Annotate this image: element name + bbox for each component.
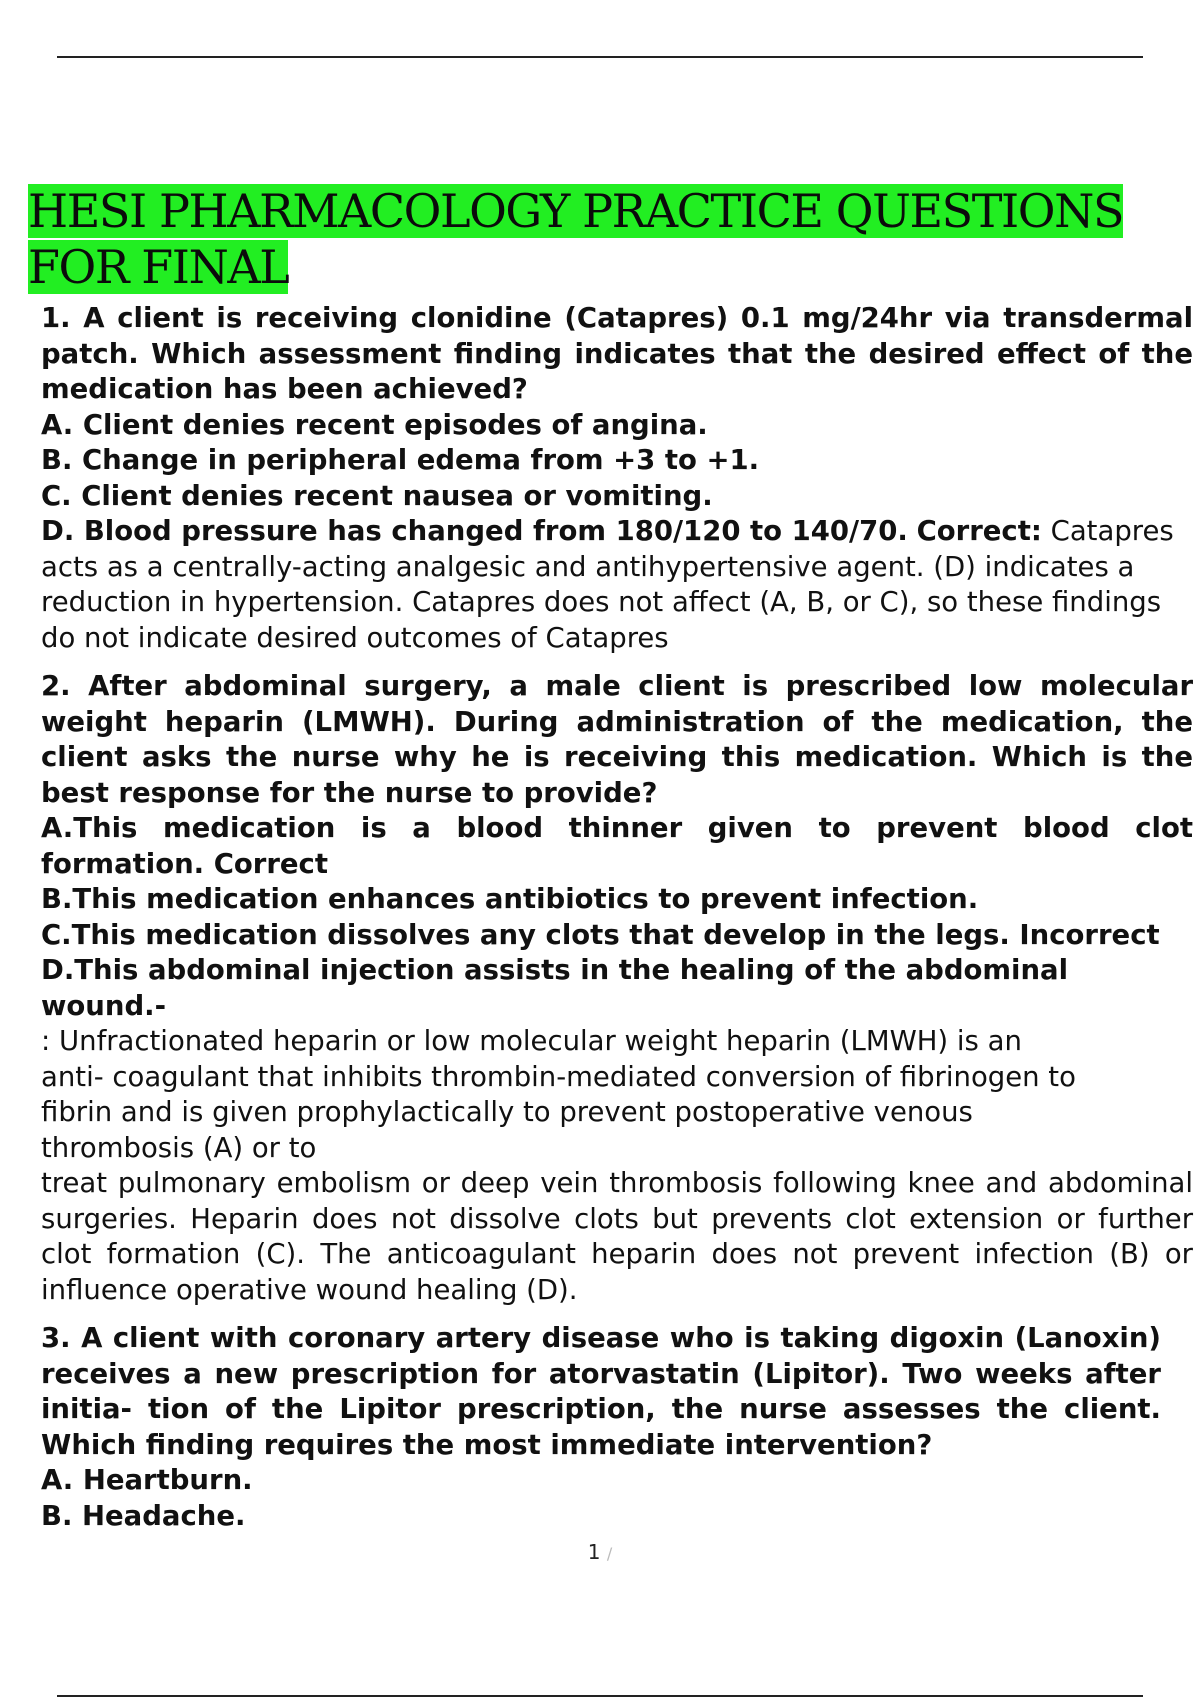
- answer-option-c: C. Client denies recent nausea or vomiting.: [41, 479, 713, 512]
- question-text: A client is receiving clonidine (Catapres) 0.1 mg/24hr via transdermal patch. Which assessment finding indicates that the desired effect of the medication has been achieved?: [41, 302, 1194, 405]
- footer-rule: [57, 1695, 1143, 1697]
- question-stem: [41, 301, 1193, 408]
- question-stem: [41, 669, 1193, 811]
- rationale-text-continued: treat pulmonary embolism or deep vein thrombosis following knee and abdominal surgeries. Heparin does not dissolve clots but prevents clot extension or further clot formation (C). The anticoagulant heparin does not prevent infection (B) or influence operative wound healing (D).: [41, 1167, 1193, 1306]
- correct-label: Correct:: [916, 515, 1042, 547]
- title-highlight: HESI PHARMACOLOGY PRACTICE QUESTIONS FOR FINAL: [28, 184, 1124, 294]
- answer-option-d: D. Blood pressure has changed from 180/120 to 140/70.: [41, 515, 908, 547]
- page-number: [0, 1540, 1200, 1564]
- answer-option-d-with-rationale: [41, 514, 1193, 656]
- answer-option-d: D.This abdominal injection assists in the healing of the abdominal wound.-: [41, 954, 1069, 1022]
- rationale-text: Catapres acts as a centrally-acting analgesic and antihypertensive agent. (D) indicates a reduction in hypertension. Catapres does not affect (A, B, or C), so these findings do not indicate desired outcomes of Catapres: [41, 515, 1174, 654]
- answer-option-a: A. Client denies recent episodes of angina.: [41, 408, 708, 441]
- page-separator: /: [606, 1544, 613, 1563]
- answer-option-a: A. Heartburn.: [41, 1464, 253, 1496]
- document-title: [28, 183, 1188, 295]
- answer-option-b: B. Headache.: [41, 1499, 246, 1532]
- page-number-value: 1: [587, 1540, 601, 1564]
- answer-option-a: A.This medication is a blood thinner given to prevent blood clot formation. Correct: [41, 812, 1193, 880]
- question-stem: [41, 1321, 1161, 1463]
- answer-option-b: B. Change in peripheral edema from +3 to +1.: [41, 444, 760, 476]
- rationale-text: : Unfractionated heparin or low molecular weight heparin (LMWH) is an anti- coagulant that inhibits thrombin-mediated conversion of fibrinogen to fibrin and is given prophylactically to prevent postoperative venous thrombosis (A) or to: [41, 1025, 1076, 1164]
- document-body: [41, 301, 1193, 1534]
- question-number: 1.: [41, 302, 71, 334]
- question-number: 2.: [41, 670, 71, 702]
- question-number: 3.: [41, 1322, 71, 1354]
- question-3: [41, 1321, 1193, 1534]
- answer-option-c: C.This medication dissolves any clots that develop in the legs. Incorrect: [41, 918, 1160, 951]
- question-1: [41, 301, 1193, 656]
- question-text: After abdominal surgery, a male client is prescribed low molecular weight heparin (LMWH). During administration of the medication, the client asks the nurse why he is receiving this medication. Which is the best response for the nurse to provide?: [41, 670, 1194, 809]
- question-text: A client with coronary artery disease who is taking digoxin (Lanoxin) receives a new prescription for atorvastatin (Lipitor). Two weeks after initia- tion of the Lipitor prescription, the nurse assesses the client. Which finding requires the most immediate intervention?: [41, 1322, 1161, 1461]
- header-rule: [57, 56, 1143, 58]
- answer-option-b: B.This medication enhances antibiotics to prevent infection.: [41, 883, 979, 915]
- question-2: [41, 669, 1193, 1308]
